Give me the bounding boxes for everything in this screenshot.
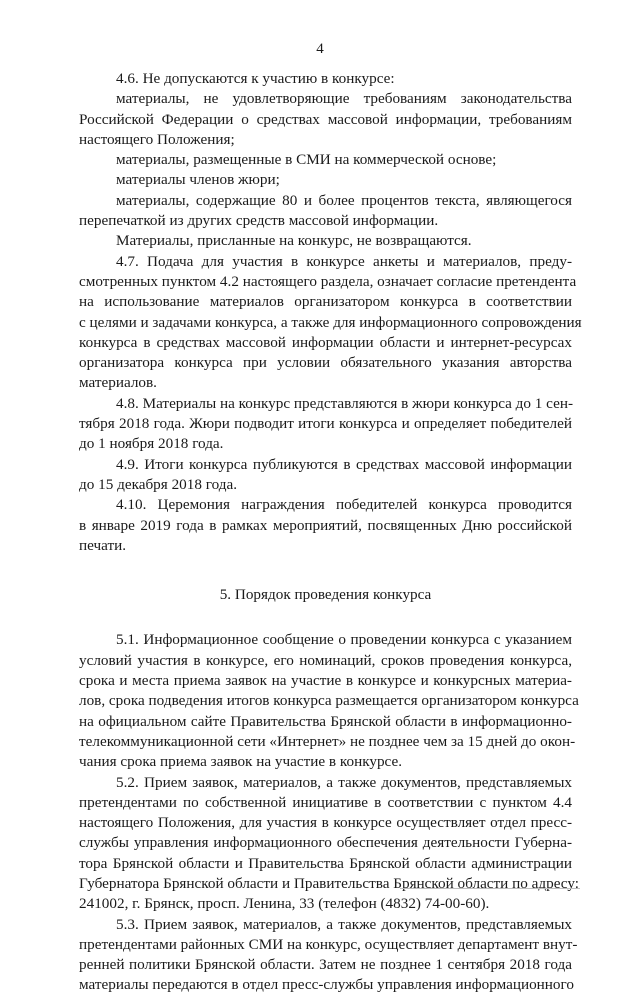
- paragraph-line: до 15 декабря 2018 года.: [79, 475, 238, 493]
- paragraph-line: ренней политики Брянской области. Затем не позднее 1 сентября 2018 года: [79, 956, 572, 974]
- paragraph-line: претендентами по собственной инициативе в соответствии с пунктом 4.4: [79, 793, 572, 811]
- paragraph-line: 4.7. Подача для участия в конкурсе анкеты и материалов, преду-: [116, 252, 572, 270]
- paragraph-line: 5.3. Прием заявок, материалов, а также документов, представляемых: [116, 915, 572, 933]
- paragraph-line: материалы членов жюри;: [116, 171, 280, 189]
- paragraph-line: 4.6. Не допускаются к участию в конкурсе:: [116, 70, 395, 87]
- paragraph-line: Материалы, присланные на конкурс, не возвращаются.: [116, 232, 472, 250]
- section-spacer: [79, 605, 572, 630]
- paragraph-line: перепечаткой из других средств массовой информации.: [79, 212, 439, 230]
- paragraph-line: материалы, содержащие 80 и более процентов текста, являющегося: [116, 191, 572, 209]
- paragraph-line: 5.1. Информационное сообщение о проведении конкурса с указанием: [116, 631, 572, 649]
- paragraph-line: с целями и задачами конкурса, а также для информационного сопровождения: [79, 313, 582, 331]
- paragraph-line: материалов.: [79, 374, 157, 392]
- paragraph-line: печати.: [79, 536, 127, 554]
- paragraph-line: настоящего Положения;: [79, 130, 235, 148]
- paragraph-line: до 1 ноября 2018 года.: [79, 435, 224, 453]
- paragraph-line: Губернатора Брянской области и Правительства Брянской области по адресу:: [79, 874, 579, 892]
- paragraph-line: телекоммуникационной сети «Интернет» не позднее чем за 15 дней до окон-: [79, 732, 576, 750]
- paragraph-line: претендентами районных СМИ на конкурс, осуществляет департамент внут-: [79, 935, 578, 953]
- paragraph-line: Российской Федерации о средствах массовой информации, требованиям: [79, 110, 572, 128]
- paragraph-line: материалы, не удовлетворяющие требованиям законодательства: [116, 90, 572, 108]
- paragraph-line: настоящего Положения, для участия в конкурсе осуществляет отдел пресс-: [79, 814, 572, 832]
- paragraph-line: материалы, размещенные в СМИ на коммерческой основе;: [116, 151, 497, 169]
- paragraph-line: организатора конкурса при условии обязательного указания авторства: [79, 354, 572, 372]
- paragraph-line: условий участия в конкурсе, его номинаций, сроков проведения конкурса,: [79, 651, 572, 669]
- page-number: 4: [316, 41, 324, 57]
- paragraph-line: 4.8. Материалы на конкурс представляются в жюри конкурса до 1 сен-: [116, 394, 574, 412]
- paragraph-line: срока и места приема заявок на участие в конкурсе и конкурсных материа-: [79, 672, 572, 690]
- section-spacer: [79, 556, 572, 585]
- paragraph-line: службы управления информационного обеспечения деятельности Губерна-: [79, 834, 572, 852]
- paragraph-line: 4.10. Церемония награждения победителей конкурса проводится: [116, 496, 572, 514]
- paragraph-line: конкурса в средствах массовой информации области и интернет-ресурсах: [79, 333, 572, 351]
- section-heading: 5. Порядок проведения конкурса: [219, 586, 432, 604]
- bottom-rule-divider: [400, 888, 580, 889]
- paragraph-line: 5.2. Прием заявок, материалов, а также документов, представляемых: [116, 773, 572, 791]
- paragraph-line: 241002, г. Брянск, просп. Ленина, 33 (телефон (4832) 74-00-60).: [79, 895, 490, 913]
- paragraph-line: на использование материалов организатором конкурса в соответствии: [79, 293, 572, 311]
- paragraph-line: материалы передаются в отдел пресс-службы управления информационного: [79, 976, 574, 994]
- paragraph-line: тября 2018 года. Жюри подводит итоги конкурса и определяет победителей: [79, 415, 572, 433]
- document-body: [79, 69, 582, 996]
- paragraph-line: на официальном сайте Правительства Брянской области в информационно-: [79, 712, 572, 730]
- paragraph-line: лов, срока подведения итогов конкурса размещается организатором конкурса: [79, 692, 579, 710]
- paragraph-line: в январе 2019 года в рамках мероприятий, посвященных Дню российской: [79, 516, 572, 534]
- paragraph-line: 4.9. Итоги конкурса публикуются в средствах массовой информации: [116, 455, 572, 473]
- paragraph-line: тора Брянской области и Правительства Брянской области администрации: [79, 854, 572, 872]
- paragraph-line: смотренных пунктом 4.2 настоящего раздела, означает согласие претендента: [79, 272, 577, 290]
- paragraph-line: чания срока приема заявок на участие в конкурсе.: [79, 753, 403, 771]
